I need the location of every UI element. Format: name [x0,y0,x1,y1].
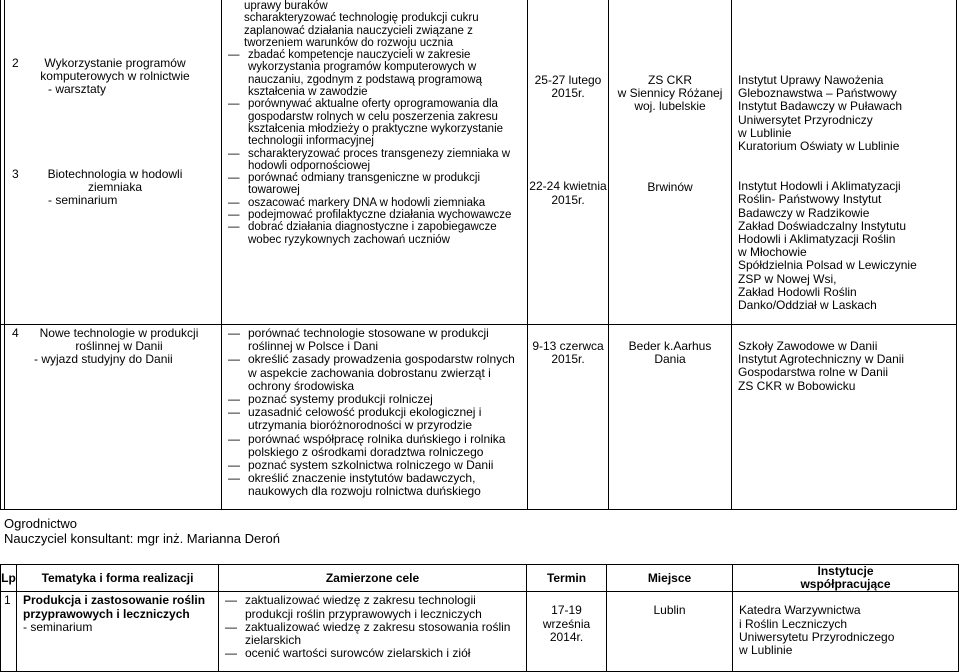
place-text: Brwinów [647,179,693,194]
institution-line: Roślin- Państwowy Instytut [738,192,882,207]
goal-item: — porównać technologie stosowane w produkcji roślinnej w Polsce i Dani [228,327,521,353]
institution-line: Instytut Uprawy Nawożenia [738,73,884,87]
term-text: 25-27 lutego [534,73,602,87]
schedule-table-2 [0,564,959,672]
place-cell [609,0,732,325]
goal-item: — uzasadnić celowość produkcji ekologicznej i utrzymania bioróżnorodności w przyrodzie [228,406,521,432]
goals-cell [219,592,527,672]
col-header-topic: Tematyka i forma realizacji [17,565,219,592]
topic-form: - warsztaty [48,82,107,97]
institution-line: w Młochowie [738,245,807,260]
institutions-cell [733,592,959,672]
topic-form: - seminarium [23,619,93,634]
institution-line: ZSP w Nowej Wsi, [738,271,837,286]
topic-cell [5,325,222,510]
goal-item: — poznać systemy produkcji rolniczej [228,393,521,406]
term-text: 22-24 kwietnia [529,179,607,194]
institution-line: w Lublinie [739,643,793,658]
topic-line: Produkcja i zastosowanie roślin [23,593,206,608]
institution-line: Kuratorium Oświaty w Lublinie [738,139,900,154]
institution-line: Katedra Warzywnictwa [739,603,861,618]
topic-line: komputerowych w rolnictwie [40,69,190,84]
term-text: 2015r. [551,86,585,101]
goal-item: — zbadać kompetencje nauczycieli w zakresie wykorzystania programów komputerowych w nauczaniu, zgodnym z podstawą programową kształcenia w zawodzie [228,49,521,98]
table-row [1,325,957,510]
goal-item: — określić zasady prowadzenia gospodarstw rolnych w aspekcie zachowania dobrostanu zwierząt i ochrony środowiska [228,353,521,393]
topic-line: Wykorzystanie programów [44,56,186,70]
topic-line: Biotechnologia w hodowli [47,166,183,181]
topic-line: Nowe technologie w produkcji [39,326,199,340]
institution-line: Uniwersytet Przyrodniczy [738,112,873,127]
institution-line: Instytut Badawczy w Puławach [738,99,903,114]
row-number: 2 [12,56,19,70]
institution-line: i Roślin Leczniczych [739,616,848,631]
goal-item: — zaktualizować wiedzę z zakresu technologii produkcji roślin przyprawowych i leczniczych [225,594,520,620]
header-line: współpracujące [800,577,891,592]
header-row [1,565,959,592]
place-cell [607,592,733,672]
goal-text: zaplanować działania nauczycieli związane z tworzeniem warunków do rozwoju ucznia [244,24,473,49]
goal-item: — ocenić wartości surowców zielarskich i ziół [225,647,520,660]
section-title: Ogrodnictwo [4,516,77,531]
goal-item: — zaktualizować wiedzę z zakresu stosowania roślin zielarskich [225,621,520,647]
row-number: 4 [12,326,19,340]
place-text: ZS CKR [647,73,692,87]
institution-line: Instytut Hodowli i Aklimatyzacji [738,179,901,194]
goal-item: — porównywać aktualne oferty oprogramowania dla gospodarstw rolnych w celu poszerzenia zakresu kształcenia młodzieży o praktyczne wykorzystanie technologii informacyjnej [228,98,521,147]
institution-line: Uniwersytetu Przyrodniczego [739,629,895,644]
place-cell [609,325,732,510]
row-number: 3 [12,166,19,181]
col-header-term: Termin [527,565,607,592]
col-header-lp: Lp [1,565,17,592]
institution-line: Spółdzielnia Polsad w Lewiczynie [738,258,917,273]
goal-text: uprawy buraków [244,0,328,12]
table-row [1,592,959,672]
goal-item: — oszacować markery DNA w hodowli ziemniaka [228,197,521,209]
header-line: Instytucje [817,564,874,578]
term-text: 2015r. [551,192,585,207]
goal-item: — dobrać działania diagnostyczne i zapobiegawcze wobec ryzykownych zachowań uczniów [228,221,521,246]
term-cell [527,592,607,672]
table-row [1,0,957,325]
term-cell [528,0,609,325]
term-text: 17-19 września [542,603,591,631]
goal-item: — scharakteryzować proces transgenezy ziemniaka w hodowli odpornościowej [228,148,521,173]
goals-cell [222,325,528,510]
place-text: woj. lubelskie [634,99,706,114]
goal-item: — poznać system szkolnictwa rolniczego w Danii [228,459,521,472]
topic-form: - seminarium [48,193,118,208]
topic-line: roślinnej w Danii [75,339,163,354]
institution-line: Badawczy w Radzikowie [738,205,870,220]
institution-line: Hodowli i Aklimatyzacji Roślin [738,232,896,247]
institutions-cell [732,0,957,325]
institution-line: Szkoły Zawodowe w Danii [738,339,878,353]
goals-cell [222,0,528,325]
term-cell [528,325,609,510]
row-number: 1 [1,592,17,672]
institution-line: Zakład Doświadczalny Instytutu [738,218,907,233]
place-text: Beder k.Aarhus [628,339,712,353]
goal-item: — porównać współpracę rolnika duńskiego i rolnika polskiego z ośrodkami doradztwa rolniczego [228,433,521,459]
institutions-cell [732,325,957,510]
col-header-place: Miejsce [607,565,733,592]
section-caption [4,516,280,546]
institution-line: Zakład Hodowli Roślin [738,284,857,299]
place-text: w Siennicy Różanej [617,86,723,101]
institution-line: w Lublinie [738,125,792,140]
consultant-name: Nauczyciel konsultant: mgr inż. Marianna Deroń [4,531,281,546]
topic-line: ziemniaka [87,179,143,194]
topic-cell [5,0,222,325]
institution-line: Gospodarstwa rolne w Danii [738,365,889,380]
institution-line: Instytut Agrotechniczny w Danii [738,352,905,367]
topic-line: przyprawowych i leczniczych [23,606,190,621]
place-text: Lublin [653,603,686,618]
topic-form: - wyjazd studyjny do Danii [34,352,173,367]
goal-item: — porównać odmiany transgeniczne w produkcji towarowej [228,172,521,197]
term-text: 9-13 czerwca [532,339,604,353]
goal-text: scharakteryzować technologię produkcji cukru [244,12,479,25]
term-text: 2015r. [551,352,585,367]
goal-item: — określić znaczenie instytutów badawczych, naukowych dla rozwoju rolnictwa duńskiego [228,472,521,498]
place-text: Dania [654,352,686,367]
institution-line: Danko/Oddział w Laskach [738,298,877,313]
topic-cell [17,592,219,672]
institution-line: Gleboznawstwa – Państwowy [738,86,897,101]
term-text: 2014r. [549,629,584,644]
col-header-institutions [733,565,959,592]
col-header-goals: Zamierzone cele [219,565,527,592]
institution-line: ZS CKR w Bobowicku [738,378,856,393]
goal-item: — podejmować profilaktyczne działania wychowawcze [228,209,521,221]
